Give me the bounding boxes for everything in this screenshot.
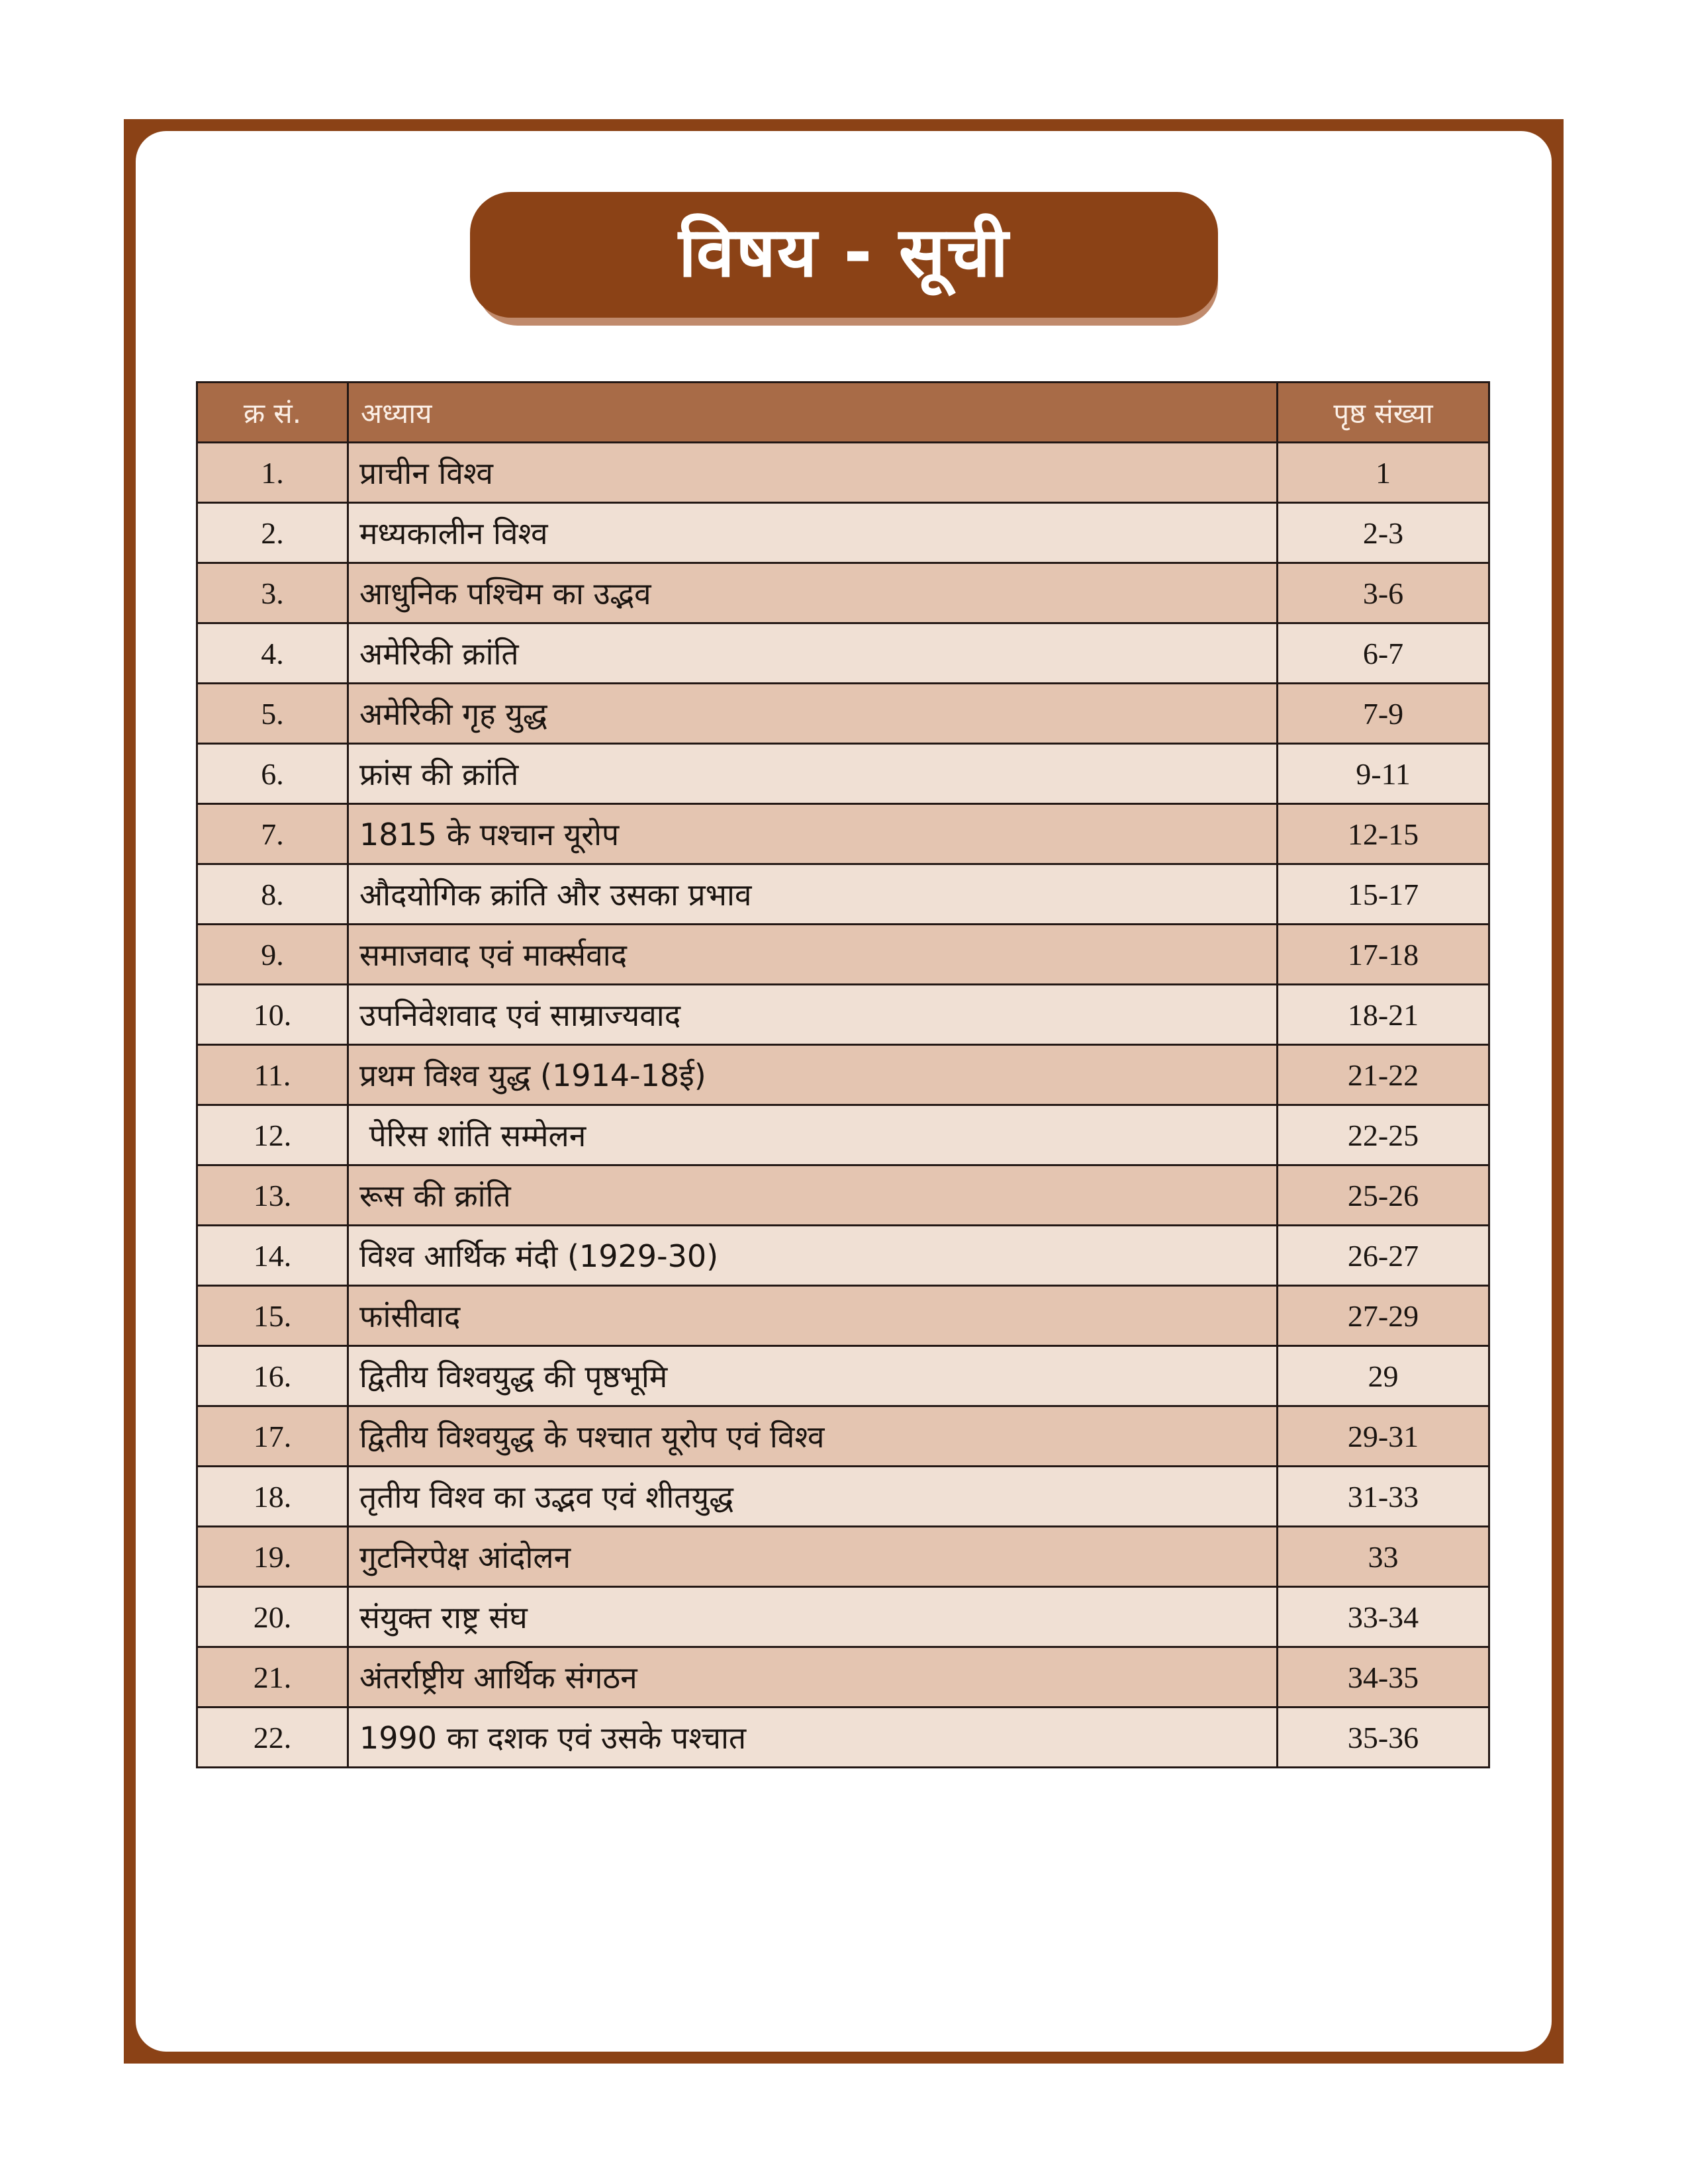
serial-cell: 20.	[197, 1587, 348, 1647]
serial-cell: 10.	[197, 985, 348, 1045]
page-cell: 9-11	[1278, 744, 1489, 804]
chapter-cell: समाजवाद एवं मार्क्सवाद	[348, 925, 1278, 985]
serial-cell: 16.	[197, 1346, 348, 1406]
table-header-row	[197, 383, 1489, 443]
page-cell: 7-9	[1278, 684, 1489, 744]
chapter-cell: फांसीवाद	[348, 1286, 1278, 1346]
chapter-cell: उपनिवेशवाद एवं साम्राज्यवाद	[348, 985, 1278, 1045]
chapter-cell: औदयोगिक क्रांति और उसका प्रभाव	[348, 864, 1278, 925]
table-row	[197, 985, 1489, 1045]
chapter-cell: पेरिस शांति सम्मेलन	[348, 1105, 1278, 1165]
page-cell: 34-35	[1278, 1647, 1489, 1707]
table-row	[197, 563, 1489, 623]
page-title: विषय - सूची	[678, 212, 1010, 293]
header-serial: क्र सं.	[197, 383, 348, 443]
page-cell: 29	[1278, 1346, 1489, 1406]
serial-cell: 6.	[197, 744, 348, 804]
page-cell: 33-34	[1278, 1587, 1489, 1647]
page-cell: 33	[1278, 1527, 1489, 1587]
page-cell: 3-6	[1278, 563, 1489, 623]
table-row	[197, 1226, 1489, 1286]
table-row	[197, 1045, 1489, 1105]
serial-cell: 22.	[197, 1707, 348, 1768]
title-banner	[470, 192, 1218, 326]
serial-cell: 8.	[197, 864, 348, 925]
chapter-cell: द्वितीय विश्वयुद्ध के पश्चात यूरोप एवं विश्व	[348, 1406, 1278, 1467]
serial-cell: 1.	[197, 443, 348, 503]
page-cell: 12-15	[1278, 804, 1489, 864]
serial-cell: 7.	[197, 804, 348, 864]
serial-cell: 3.	[197, 563, 348, 623]
table-row	[197, 1406, 1489, 1467]
header-page: पृष्ठ संख्या	[1278, 383, 1489, 443]
serial-cell: 19.	[197, 1527, 348, 1587]
table-of-contents	[196, 381, 1490, 1768]
table-row	[197, 1105, 1489, 1165]
serial-cell: 9.	[197, 925, 348, 985]
table-row	[197, 623, 1489, 684]
chapter-cell: फ्रांस की क्रांति	[348, 744, 1278, 804]
chapter-cell: अंतर्राष्ट्रीय आर्थिक संगठन	[348, 1647, 1278, 1707]
serial-cell: 18.	[197, 1467, 348, 1527]
chapter-cell: मध्यकालीन विश्व	[348, 503, 1278, 563]
page-cell: 22-25	[1278, 1105, 1489, 1165]
page-cell: 21-22	[1278, 1045, 1489, 1105]
table-row	[197, 744, 1489, 804]
serial-cell: 11.	[197, 1045, 348, 1105]
page-cell: 31-33	[1278, 1467, 1489, 1527]
page-cell: 25-26	[1278, 1165, 1489, 1226]
chapter-cell: विश्व आर्थिक मंदी (1929-30)	[348, 1226, 1278, 1286]
chapter-cell: 1815 के पश्चान यूरोप	[348, 804, 1278, 864]
chapter-cell: प्राचीन विश्व	[348, 443, 1278, 503]
page-cell: 18-21	[1278, 985, 1489, 1045]
serial-cell: 4.	[197, 623, 348, 684]
chapter-cell: गुटनिरपेक्ष आंदोलन	[348, 1527, 1278, 1587]
table-row	[197, 864, 1489, 925]
page-cell: 2-3	[1278, 503, 1489, 563]
page-cell: 17-18	[1278, 925, 1489, 985]
table-row	[197, 1527, 1489, 1587]
chapter-cell: प्रथम विश्व युद्ध (1914-18ई)	[348, 1045, 1278, 1105]
chapter-cell: तृतीय विश्व का उद्भव एवं शीतयुद्ध	[348, 1467, 1278, 1527]
chapter-cell: संयुक्त राष्ट्र संघ	[348, 1587, 1278, 1647]
page-cell: 26-27	[1278, 1226, 1489, 1286]
serial-cell: 2.	[197, 503, 348, 563]
table-row	[197, 684, 1489, 744]
serial-cell: 12.	[197, 1105, 348, 1165]
page-cell: 15-17	[1278, 864, 1489, 925]
serial-cell: 15.	[197, 1286, 348, 1346]
table-row	[197, 1286, 1489, 1346]
table-row	[197, 1165, 1489, 1226]
serial-cell: 21.	[197, 1647, 348, 1707]
table-row	[197, 1707, 1489, 1768]
serial-cell: 17.	[197, 1406, 348, 1467]
page-cell: 29-31	[1278, 1406, 1489, 1467]
table-row	[197, 804, 1489, 864]
chapter-cell: 1990 का दशक एवं उसके पश्चात	[348, 1707, 1278, 1768]
serial-cell: 5.	[197, 684, 348, 744]
table-row	[197, 1647, 1489, 1707]
chapter-cell: अमेरिकी गृह युद्ध	[348, 684, 1278, 744]
table-row	[197, 503, 1489, 563]
page-cell: 27-29	[1278, 1286, 1489, 1346]
title-banner-box	[470, 192, 1218, 318]
chapter-cell: अमेरिकी क्रांति	[348, 623, 1278, 684]
header-chapter: अध्याय	[348, 383, 1278, 443]
chapter-cell: द्वितीय विश्वयुद्ध की पृष्ठभूमि	[348, 1346, 1278, 1406]
chapter-cell: आधुनिक पश्चिम का उद्भव	[348, 563, 1278, 623]
serial-cell: 14.	[197, 1226, 348, 1286]
table-row	[197, 925, 1489, 985]
page-cell: 1	[1278, 443, 1489, 503]
page-cell: 35-36	[1278, 1707, 1489, 1768]
table-row	[197, 443, 1489, 503]
chapter-cell: रूस की क्रांति	[348, 1165, 1278, 1226]
page-cell: 6-7	[1278, 623, 1489, 684]
table-row	[197, 1587, 1489, 1647]
serial-cell: 13.	[197, 1165, 348, 1226]
table-row	[197, 1346, 1489, 1406]
table-row	[197, 1467, 1489, 1527]
